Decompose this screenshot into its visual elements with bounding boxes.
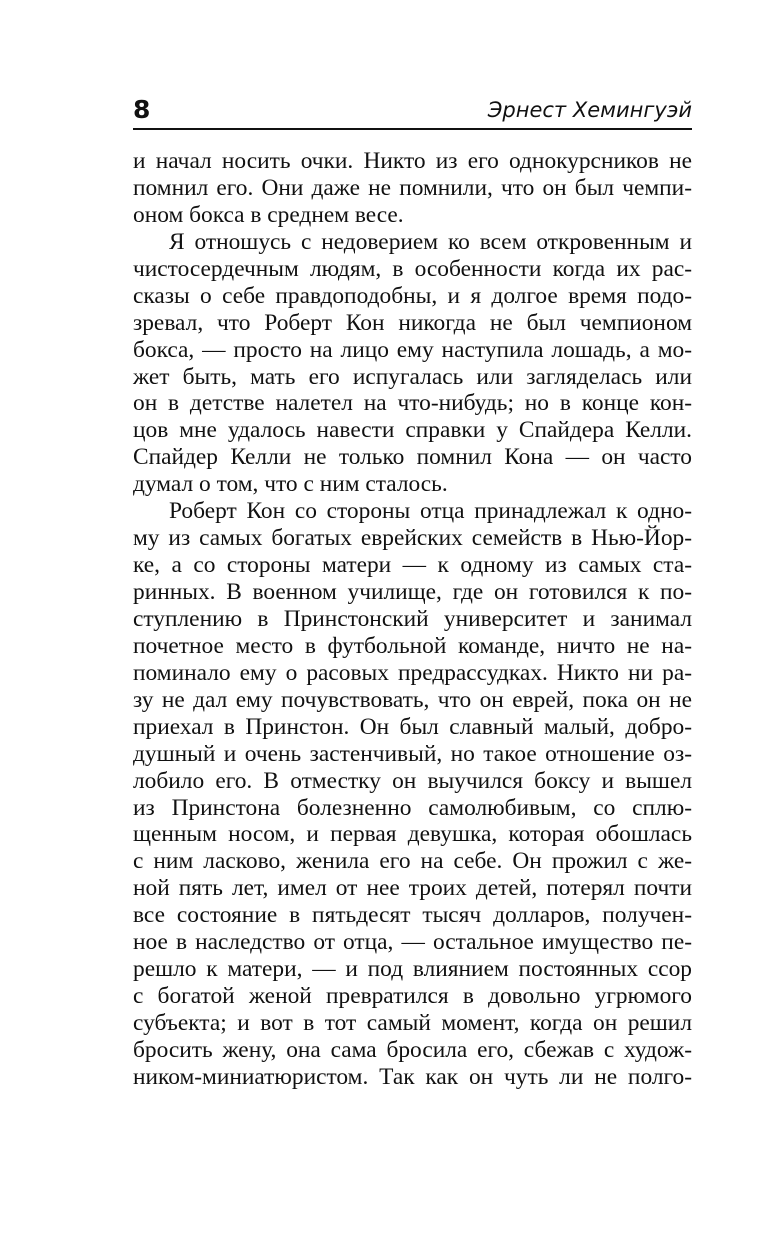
page-header [133,92,692,130]
text-line: из Принстона болезненно самолюбивым, со сплю- [133,794,692,821]
text-line: ке, а со стороны матери — к одному из самых ста- [133,552,692,579]
text-line: все состояние в пятьдесят тысяч долларов, получен- [133,902,692,929]
text-line: Спайдер Келли не только помнил Кона — он часто [133,444,692,471]
page-number: 8 [133,95,151,124]
paragraph [133,498,692,1091]
text-line: почетное место в футбольной команде, ничто не на- [133,632,692,659]
text-line: лобило его. В отместку он выучился боксу и вышел [133,767,692,794]
text-line: решло к матери, — и под влиянием постоянных ссор [133,956,692,983]
text-line: сказы о себе правдоподобны, и я долгое время подо- [133,282,692,309]
body-text [133,148,692,1091]
text-line: ступлению в Принстонский университет и занимал [133,605,692,632]
text-line: бокса, — просто на лицо ему наступила лошадь, а мо- [133,336,692,363]
text-line: Я отношусь с недоверием ко всем откровенным и [169,228,692,255]
running-head-author: Эрнест Хемингуэй [487,98,692,122]
text-line: щенным носом, и первая девушка, которая обошлась [133,821,692,848]
text-line: приехал в Принстон. Он был славный малый, добро- [133,713,692,740]
text-line: ринных. В военном училище, где он готовился к по- [133,579,692,605]
paragraph [133,148,692,229]
text-line: цов мне удалось навести справки у Спайдера Келли. [133,417,692,444]
text-line: зревал, что Роберт Кон никогда не был чемпионом [133,309,692,336]
text-line: с богатой женой превратился в довольно угрюмого [133,983,692,1010]
text-line: душный и очень застенчивый, но такое отношение оз- [133,740,692,767]
text-line: му из самых богатых еврейских семейств в Нью-Йор- [133,525,692,552]
text-line: Роберт Кон со стороны отца принадлежал к одно- [169,498,692,525]
text-line: поминало ему о расовых предрассудках. Никто ни ра- [133,659,692,686]
text-line: жет быть, мать его испугалась или загляделась или [133,363,692,390]
text-line: помнил его. Они даже не помнили, что он был чемпи- [133,174,692,201]
text-line: с ним ласково, женила его на себе. Он прожил с же- [133,848,692,875]
text-line: оном бокса в среднем весе. [133,201,404,228]
text-line: зу не дал ему почувствовать, что он еврей, пока он не [133,686,692,713]
text-line: ное в наследство от отца, — остальное имущество пе- [133,929,692,956]
text-line: ной пять лет, имел от нее троих детей, потерял почти [133,875,692,902]
paragraph [133,229,692,498]
text-line: он в детстве налетел на что-нибудь; но в конце кон- [133,390,692,417]
text-line: думал о том, что с ним сталось. [133,471,448,498]
text-line: чистосердечным людям, в особенности когда их рас- [133,255,692,282]
text-line: субъекта; и вот в тот самый момент, когда он решил [133,1010,692,1036]
text-line: и начал носить очки. Никто из его однокурсников не [133,148,692,174]
text-line: ником-миниатюристом. Так как он чуть ли не полго- [133,1063,692,1090]
text-line: бросить жену, она сама бросила его, сбежав с худож- [133,1036,692,1063]
